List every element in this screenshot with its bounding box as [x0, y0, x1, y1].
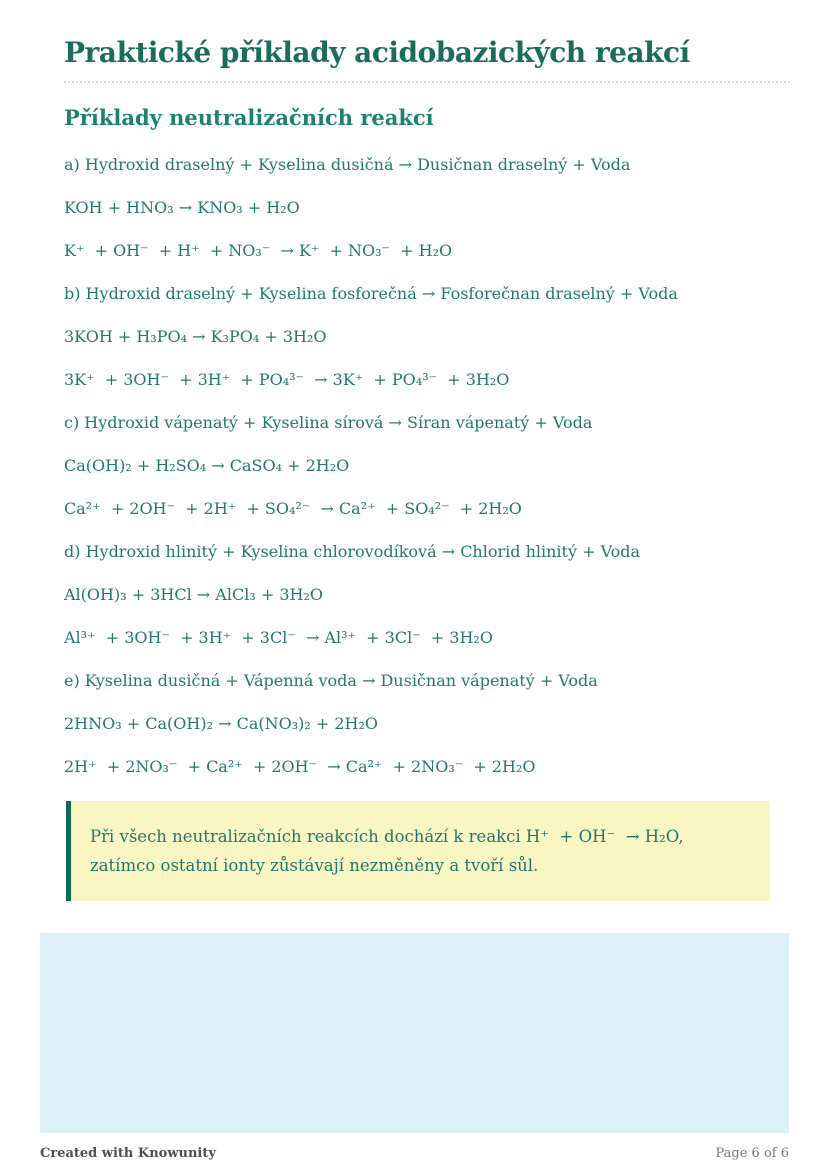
footer-branding: Created with Knowunity: [40, 1146, 216, 1161]
equation-line-b-words: b) Hydroxid draselný + Kyselina fosforečná → Fosforečnan draselný + Voda: [64, 284, 678, 303]
equation-line-e-ionic: 2H⁺ + 2NO₃⁻ + Ca²⁺ + 2OH⁻ → Ca²⁺ + 2NO₃⁻ + 2H₂O: [64, 757, 536, 776]
page-title: Praktické příklady acidobazických reakcí: [64, 36, 690, 69]
equation-line-c-ionic: Ca²⁺ + 2OH⁻ + 2H⁺ + SO₄²⁻ → Ca²⁺ + SO₄²⁻ + 2H₂O: [64, 499, 522, 518]
equation-line-d-formula: Al(OH)₃ + 3HCl → AlCl₃ + 3H₂O: [64, 585, 323, 604]
equation-line-d-words: d) Hydroxid hlinitý + Kyselina chlorovodíková → Chlorid hlinitý + Voda: [64, 542, 641, 561]
equation-line-b-formula: 3KOH + H₃PO₄ → K₃PO₄ + 3H₂O: [64, 327, 327, 346]
equation-line-d-ionic: Al³⁺ + 3OH⁻ + 3H⁺ + 3Cl⁻ → Al³⁺ + 3Cl⁻ + 3H₂O: [64, 628, 493, 647]
note-callout: [66, 801, 770, 901]
note-text: Při všech neutralizačních reakcích dochází k reakci H⁺ + OH⁻ → H₂O, zatímco ostatní ionty zůstávají nezměněny a tvoří sůl.: [90, 827, 689, 875]
page-footer: [40, 1146, 789, 1161]
equation-list: [64, 155, 790, 776]
equation-line-a-formula: KOH + HNO₃ → KNO₃ + H₂O: [64, 198, 300, 217]
title-divider: [64, 81, 790, 83]
equation-line-a-words: a) Hydroxid draselný + Kyselina dusičná → Dusičnan draselný + Voda: [64, 155, 631, 174]
section-heading: Příklady neutralizačních reakcí: [64, 105, 434, 130]
equation-line-e-words: e) Kyselina dusičná + Vápenná voda → Dusičnan vápenatý + Voda: [64, 671, 598, 690]
equation-line-c-words: c) Hydroxid vápenatý + Kyselina sírová → Síran vápenatý + Voda: [64, 413, 593, 432]
equation-line-c-formula: Ca(OH)₂ + H₂SO₄ → CaSO₄ + 2H₂O: [64, 456, 350, 475]
equation-line-b-ionic: 3K⁺ + 3OH⁻ + 3H⁺ + PO₄³⁻ → 3K⁺ + PO₄³⁻ + 3H₂O: [64, 370, 510, 389]
empty-content-panel: [40, 933, 789, 1133]
equation-line-e-formula: 2HNO₃ + Ca(OH)₂ → Ca(NO₃)₂ + 2H₂O: [64, 714, 379, 733]
footer-page-number: Page 6 of 6: [715, 1146, 789, 1161]
equation-line-a-ionic: K⁺ + OH⁻ + H⁺ + NO₃⁻ → K⁺ + NO₃⁻ + H₂O: [64, 241, 453, 260]
